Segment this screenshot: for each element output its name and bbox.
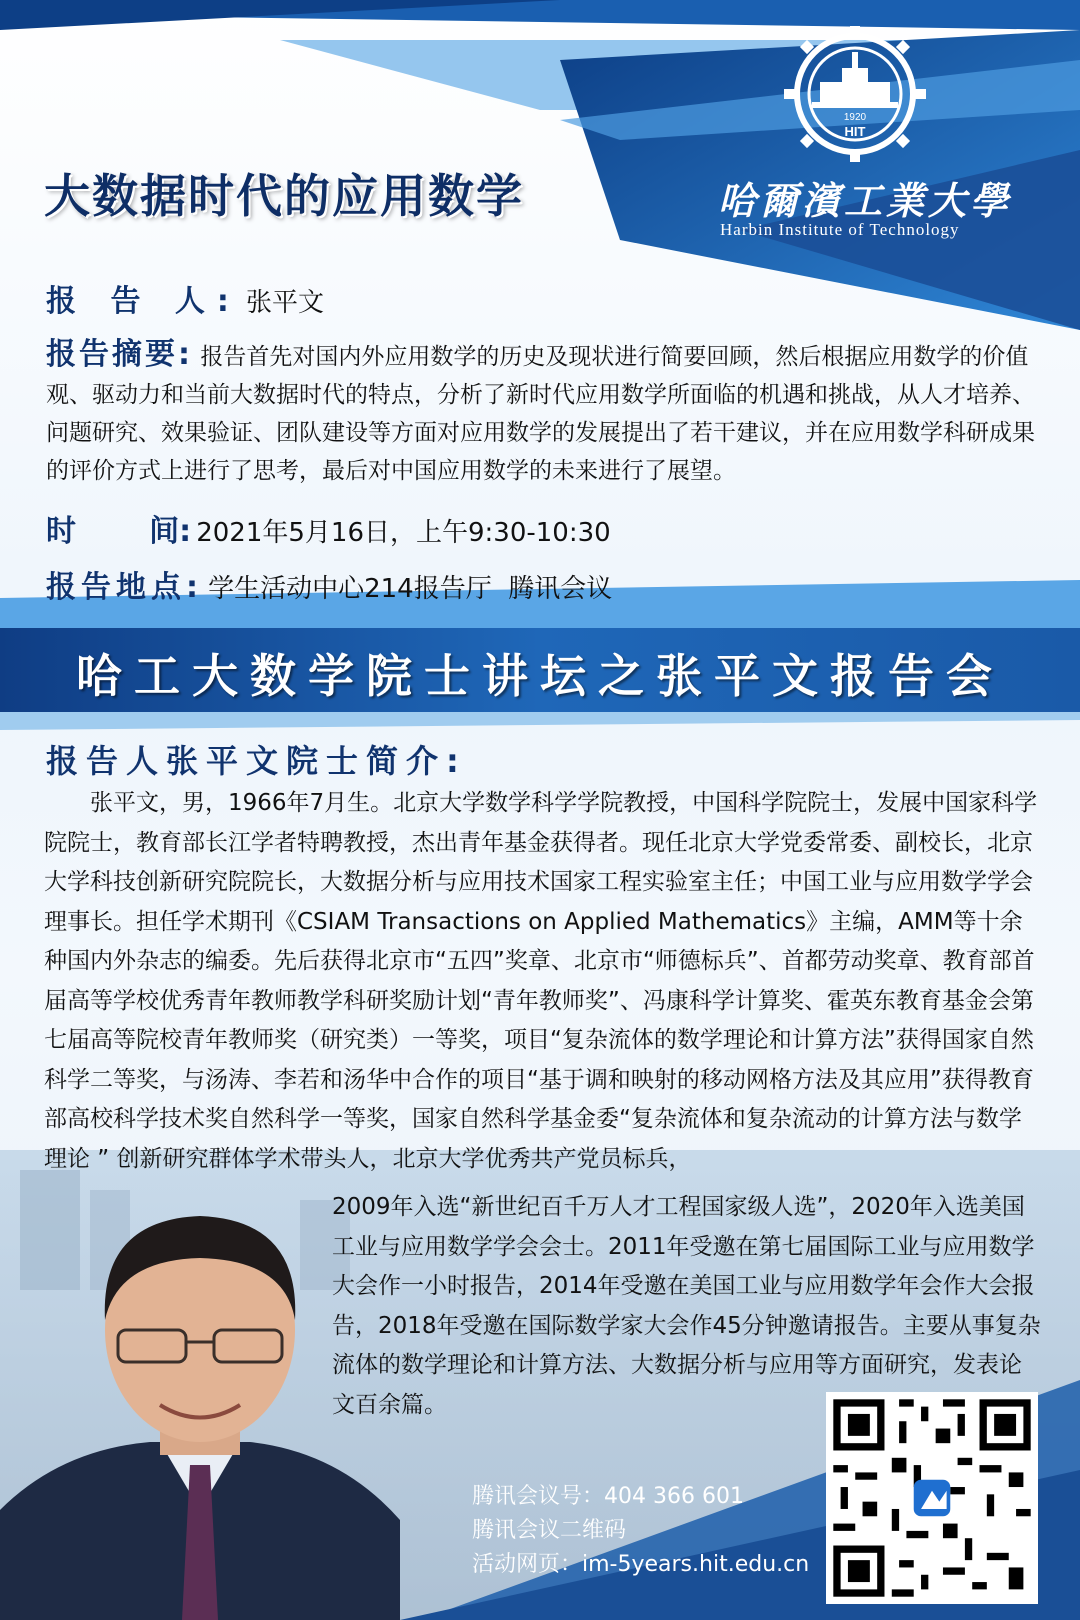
speaker-value: 张平文	[245, 288, 324, 318]
event-banner: 哈工大数学院士讲坛之张平文报告会	[76, 649, 1004, 703]
meeting-qr-label: 腾讯会议二维码	[472, 1518, 627, 1543]
abstract-label: 报告摘要:	[46, 337, 193, 372]
abstract-text: 报告首先对国内外应用数学的历史及现状进行简要回顾，然后根据应用数学的价值观、驱动力和当前大数据时代的特点，分析了新时代应用数学所面临的机遇和挑战，从人才培养、问题研究、效果验证、团队建设等方面对应用数学的发展提出了若干建议，并在应用数学科研成果的评价方式上进行了思考，最后对中国应用数学的未来进行了展望。	[46, 344, 1035, 484]
school-name-cn: 哈爾濱工業大學	[718, 178, 1013, 223]
abstract	[46, 336, 1046, 490]
time-label: 时 间:	[46, 514, 192, 549]
hit-logo	[780, 24, 930, 164]
bio-text-2: 2009年入选“新世纪百千万人才工程国家级人选”，2020年入选美国工业与应用数学学会会士。2011年受邀在第七届国际工业与应用数学大会作一小时报告，2014年受邀在美国工业与应用数学年会作大会报告，2018年受邀在国际数学家大会作45分钟邀请报告。主要从事复杂流体的数学理论和计算方法、大数据分析与应用等方面研究，发表论文百余篇。	[332, 1194, 1041, 1418]
speaker-row	[46, 276, 324, 320]
bio-title: 报告人张平文院士简介:	[46, 742, 467, 780]
place-value: 学生活动中心214报告厅 腾讯会议	[208, 574, 613, 604]
qr-code[interactable]	[826, 1392, 1038, 1604]
meeting-id: 腾讯会议号：404 366 601	[472, 1484, 744, 1509]
school-name-en: Harbin Institute of Technology	[720, 220, 960, 239]
place-label: 报告地点:	[46, 570, 203, 605]
svg-text:HIT: HIT	[844, 124, 866, 139]
speaker-label: 报 告 人:	[46, 284, 241, 319]
event-webpage[interactable]: 活动网页：im-5years.hit.edu.cn	[472, 1552, 810, 1577]
place-row	[46, 562, 612, 606]
bio-text-1: 张平文，男，1966年7月生。北京大学数学科学学院教授，中国科学院院士，发展中国家科学院院士，教育部长江学者特聘教授，杰出青年基金获得者。现任北京大学党委常委、副校长，北京大学科技创新研究院院长，大数据分析与应用技术国家工程实验室主任；中国工业与应用数学学会理事长。担任学术期刊《CSIAM Transactions on Applied Mathematics》主编，AMM等十余种国内外杂志的编委。先后获得北京市“五四”奖章、北京市“师德标兵”、首都劳动奖章、教育部首届高等学校优秀青年教师教学科研奖励计划“青年教师奖”、冯康科学计算奖、霍英东教育基金会第七届高等院校青年教师奖（研究类）一等奖，项目“复杂流体的数学理论和计算方法”获得国家自然科学二等奖，与汤涛、李若和汤华中合作的项目“基于调和映射的移动网格方法及其应用”获得教育部高校科学技术奖自然科学一等奖，国家自然科学基金委“复杂流体和复杂流动的计算方法与数学理论 ” 创新研究群体学术带头人，北京大学优秀共产党员标兵，	[44, 790, 1038, 1172]
time-value: 2021年5月16日，上午9:30-10:30	[196, 518, 611, 548]
page-title: 大数据时代的应用数学	[44, 169, 524, 223]
svg-text:1920: 1920	[843, 112, 867, 123]
speaker-photo	[0, 1180, 400, 1620]
time-row	[46, 506, 611, 550]
meeting-info	[472, 1480, 809, 1582]
